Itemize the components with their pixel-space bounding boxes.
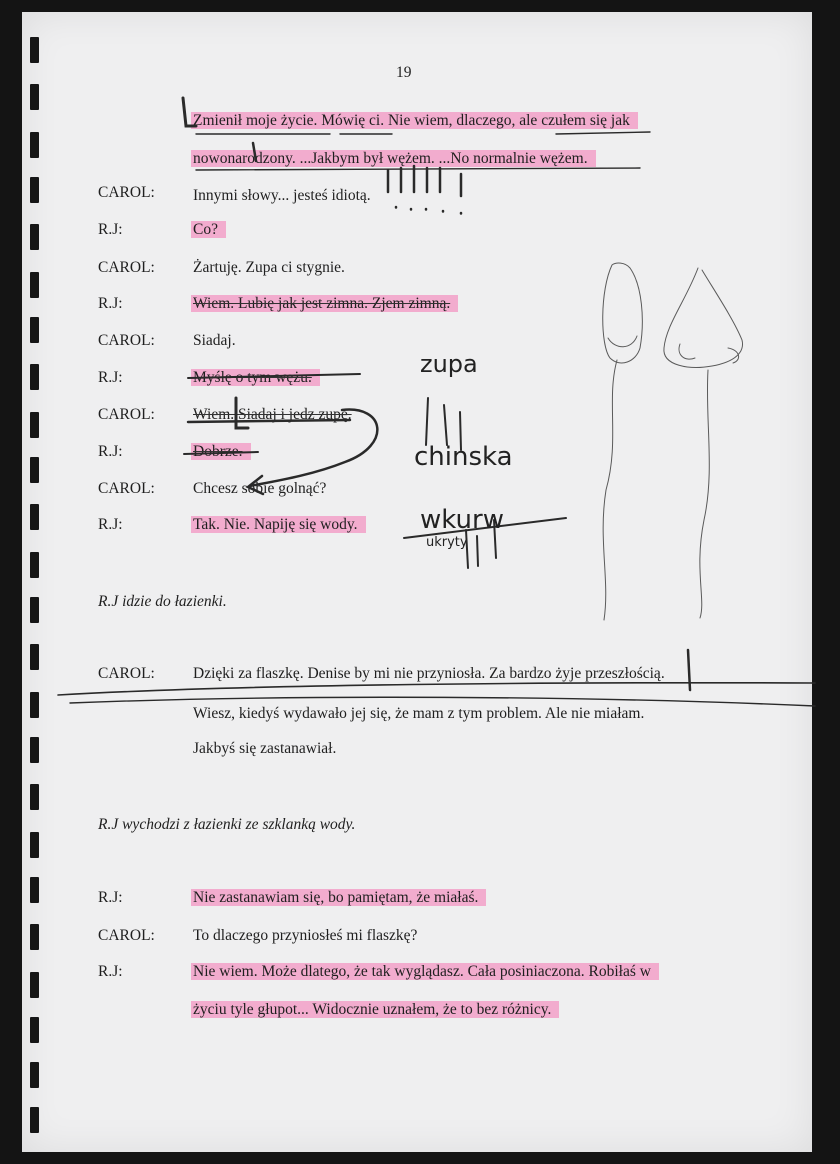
line-text: Nie zastanawiam się, bo pamiętam, że miałaś. bbox=[193, 888, 486, 908]
speaker-name: R.J: bbox=[98, 369, 123, 386]
punch-hole bbox=[30, 84, 39, 110]
line-text: życiu tyle głupot... Widocznie uznałem, że to bez różnicy. bbox=[193, 1000, 559, 1020]
punch-hole bbox=[30, 972, 39, 998]
punch-hole bbox=[30, 504, 39, 530]
line-text: Tak. Nie. Napiję się wody. bbox=[193, 515, 366, 535]
punch-hole bbox=[30, 1107, 39, 1133]
handwritten-note: zupa bbox=[420, 350, 478, 378]
punch-hole bbox=[30, 317, 39, 343]
punch-hole bbox=[30, 692, 39, 718]
line-text: Co? bbox=[193, 220, 226, 240]
speaker-name: R.J: bbox=[98, 516, 123, 533]
line-text: Siadaj. bbox=[193, 332, 236, 349]
speaker-name: R.J: bbox=[98, 221, 123, 238]
speaker-name: R.J: bbox=[98, 963, 123, 980]
line-text: Innymi słowy... jesteś idiotą. bbox=[193, 187, 371, 204]
line-text: Dzięki za flaszkę. Denise by mi nie przyniosła. Za bardzo żyje przeszłością. bbox=[193, 665, 665, 682]
line-text: Myślę o tym wężu. bbox=[193, 368, 320, 388]
punch-hole bbox=[30, 457, 39, 483]
punch-hole bbox=[30, 924, 39, 950]
speaker-name: CAROL: bbox=[98, 927, 155, 944]
punch-hole bbox=[30, 177, 39, 203]
speaker-name: CAROL: bbox=[98, 665, 155, 682]
line-text: Dobrze. bbox=[193, 442, 251, 462]
punch-hole bbox=[30, 597, 39, 623]
punch-hole bbox=[30, 1017, 39, 1043]
punch-hole bbox=[30, 737, 39, 763]
line-text: Wiem. Siadaj i jedz zupę. bbox=[193, 406, 352, 423]
punch-hole bbox=[30, 1062, 39, 1088]
speaker-name: CAROL: bbox=[98, 184, 155, 201]
punch-hole bbox=[30, 37, 39, 63]
punch-hole bbox=[30, 877, 39, 903]
line-text: Wiem. Lubię jak jest zimna. Zjem zimną. bbox=[193, 294, 458, 314]
punch-hole bbox=[30, 412, 39, 438]
binding-holes bbox=[22, 12, 52, 1152]
line-text: Żartuję. Zupa ci stygnie. bbox=[193, 259, 345, 276]
stage-direction: R.J wychodzi z łazienki ze szklanką wody. bbox=[98, 816, 356, 833]
line-text: Jakbyś się zastanawiał. bbox=[193, 740, 337, 757]
punch-hole bbox=[30, 552, 39, 578]
line-text: Chcesz sobie golnąć? bbox=[193, 480, 327, 497]
speaker-name: R.J: bbox=[98, 295, 123, 312]
handwritten-note: chinska bbox=[414, 442, 513, 472]
punch-hole bbox=[30, 832, 39, 858]
speaker-name: R.J: bbox=[98, 889, 123, 906]
punch-hole bbox=[30, 224, 39, 250]
punch-hole bbox=[30, 272, 39, 298]
speaker-name: R.J: bbox=[98, 443, 123, 460]
line-text: Zmienił moje życie. Mówię ci. Nie wiem, dlaczego, ale czułem się jak bbox=[193, 111, 638, 131]
line-text: Nie wiem. Może dlatego, że tak wyglądasz. Cała posiniaczona. Robiłaś w bbox=[193, 962, 659, 982]
page-number: 19 bbox=[396, 64, 412, 81]
punch-hole bbox=[30, 132, 39, 158]
speaker-name: CAROL: bbox=[98, 259, 155, 276]
handwritten-note: ukryty bbox=[426, 535, 468, 550]
punch-hole bbox=[30, 364, 39, 390]
punch-hole bbox=[30, 784, 39, 810]
line-text: Wiesz, kiedyś wydawało jej się, że mam z tym problem. Ale nie miałam. bbox=[193, 705, 645, 722]
handwritten-note: wkurw bbox=[420, 505, 504, 535]
speaker-name: CAROL: bbox=[98, 480, 155, 497]
line-text: nowonarodzony. ...Jakbym był wężem. ...No normalnie wężem. bbox=[193, 149, 596, 169]
speaker-name: CAROL: bbox=[98, 332, 155, 349]
stage-direction: R.J idzie do łazienki. bbox=[98, 593, 227, 610]
punch-hole bbox=[30, 644, 39, 670]
speaker-name: CAROL: bbox=[98, 406, 155, 423]
line-text: To dlaczego przyniosłeś mi flaszkę? bbox=[193, 927, 418, 944]
